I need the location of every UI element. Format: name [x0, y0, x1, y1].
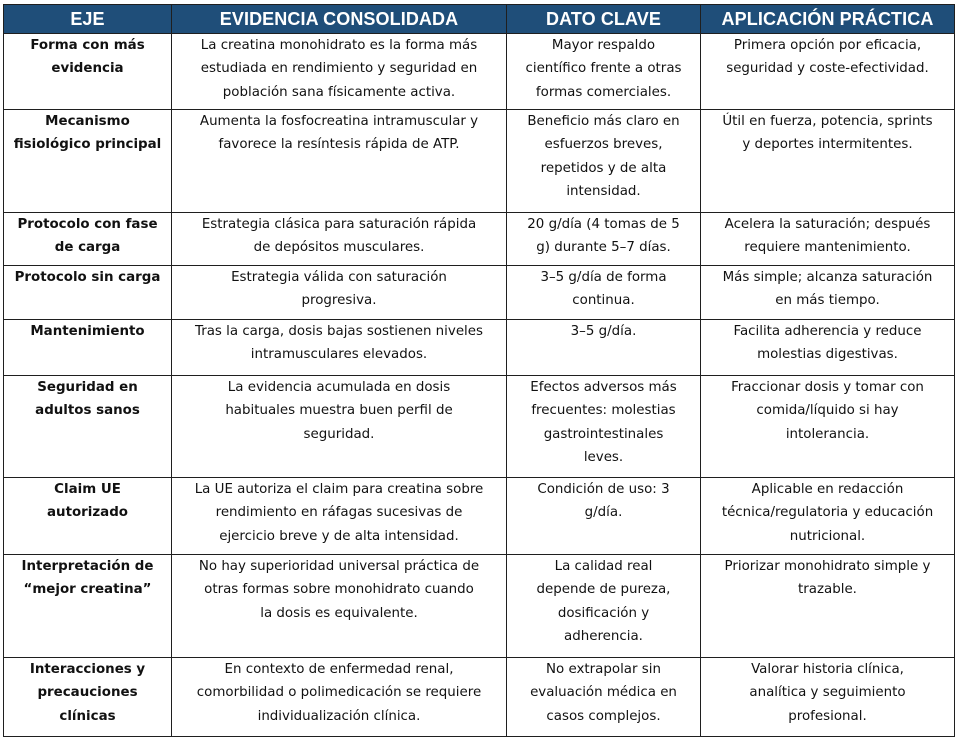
cell-text-line: Mayor respaldo [551, 38, 656, 53]
aplicacion-cell [701, 478, 955, 555]
cell-text-line: Estrategia clásica para saturación rápida [201, 217, 477, 232]
cell-text-line: “mejor creatina” [23, 582, 152, 598]
cell-text-line: molestias digestivas. [757, 347, 898, 363]
cell-text-line: Estrategia válida con saturación [231, 270, 447, 285]
table-row [4, 266, 955, 320]
cell-text-line: gastrointestinales [543, 426, 664, 442]
evidencia-cell [172, 478, 507, 555]
cell-text-line: autorizado [47, 505, 128, 521]
cell-text-line: La UE autoriza el claim para creatina sobre [194, 482, 484, 497]
cell-text-line: Aplicable en redacción [751, 482, 904, 497]
cell-text-line: comorbilidad o polimedicación se requiere [196, 685, 482, 701]
cell-text-line: trazable. [798, 582, 857, 598]
cell-text-line: Tras la carga, dosis bajas sostienen niveles [194, 324, 483, 339]
cell-text-line: La calidad real [554, 559, 653, 574]
cell-text-line: nutricional. [789, 528, 866, 544]
eje-cell [4, 478, 172, 555]
dato-clave-cell [507, 34, 701, 110]
eje-cell [4, 266, 172, 320]
aplicacion-cell [701, 34, 955, 110]
dato-clave-cell [507, 266, 701, 320]
table-row [4, 110, 955, 213]
evidencia-cell [172, 555, 507, 658]
evidencia-cell [172, 110, 507, 213]
dato-clave-cell [507, 213, 701, 266]
aplicacion-cell [701, 110, 955, 213]
cell-text-line: Beneficio más claro en [527, 114, 680, 129]
eje-cell [4, 376, 172, 478]
cell-text-line: dosificación y [557, 605, 650, 621]
cell-text-line: esfuerzos breves, [544, 137, 663, 153]
table-row [4, 478, 955, 555]
cell-text-line: evaluación médica en [530, 685, 677, 701]
cell-text-line: g) durante 5–7 días. [536, 240, 671, 256]
cell-text-line: Protocolo con fase [17, 217, 158, 232]
aplicacion-cell [701, 555, 955, 658]
cell-text-line: leves. [583, 450, 624, 466]
aplicacion-cell [701, 376, 955, 478]
cell-text-line: analítica y seguimiento [749, 685, 906, 701]
cell-text-line: favorece la resíntesis rápida de ATP. [218, 137, 460, 153]
dato-clave-cell [507, 110, 701, 213]
cell-text-line: intensidad. [566, 184, 641, 200]
cell-text-line: y deportes intermitentes. [742, 137, 913, 153]
cell-text-line: de depósitos musculares. [253, 240, 425, 256]
header-dato-clave: DATO CLAVE [507, 5, 701, 34]
cell-text-line: adultos sanos [35, 403, 140, 419]
cell-text-line: habituales muestra buen perfil de [225, 403, 453, 419]
cell-text-line: La creatina monohidrato es la forma más [200, 38, 478, 53]
cell-text-line: científico frente a otras [525, 61, 682, 77]
cell-text-line: Protocolo sin carga [14, 270, 161, 285]
eje-cell [4, 34, 172, 110]
header-aplicacion: APLICACIÓN PRÁCTICA [701, 5, 955, 34]
cell-text-line: continua. [572, 293, 635, 309]
table-row [4, 376, 955, 478]
table-row [4, 213, 955, 266]
cell-text-line: la dosis es equivalente. [260, 605, 418, 621]
dato-clave-cell [507, 658, 701, 737]
evidencia-cell [172, 213, 507, 266]
cell-text-line: fisiológico principal [13, 137, 162, 153]
table-row [4, 555, 955, 658]
cell-text-line: Seguridad en [37, 380, 138, 395]
evidencia-cell [172, 376, 507, 478]
cell-text-line: 3–5 g/día de forma [540, 270, 667, 285]
cell-text-line: Valorar historia clínica, [751, 662, 904, 677]
cell-text-line: Efectos adversos más [530, 380, 677, 395]
table-row [4, 658, 955, 737]
cell-text-line: seguridad y coste-efectividad. [726, 61, 929, 77]
cell-text-line: En contexto de enfermedad renal, [224, 662, 454, 677]
evidencia-cell [172, 658, 507, 737]
cell-text-line: progresiva. [301, 293, 377, 309]
cell-text-line: Aumenta la fosfocreatina intramuscular y [199, 114, 479, 129]
eje-cell [4, 320, 172, 376]
cell-text-line: frecuentes: molestias [531, 403, 676, 419]
dato-clave-cell [507, 376, 701, 478]
evidencia-cell [172, 34, 507, 110]
cell-text-line: 3–5 g/día. [570, 324, 637, 339]
cell-text-line: profesional. [788, 708, 867, 724]
table-row [4, 320, 955, 376]
cell-text-line: Mantenimiento [30, 324, 145, 339]
cell-text-line: requiere mantenimiento. [744, 240, 911, 256]
cell-text-line: intolerancia. [785, 426, 870, 442]
cell-text-line: Primera opción por eficacia, [733, 38, 922, 53]
header-eje: EJE [4, 5, 172, 34]
aplicacion-cell [701, 320, 955, 376]
cell-text-line: clínicas [59, 708, 116, 724]
cell-text-line: de carga [54, 240, 121, 256]
evidencia-cell [172, 266, 507, 320]
cell-text-line: intramusculares elevados. [250, 347, 428, 363]
cell-text-line: ejercicio breve y de alta intensidad. [219, 528, 459, 544]
cell-text-line: Interacciones y [29, 662, 146, 677]
cell-text-line: otras formas sobre monohidrato cuando [204, 582, 474, 598]
eje-cell [4, 658, 172, 737]
cell-text-line: repetidos y de alta [540, 160, 667, 176]
cell-text-line: Condición de uso: 3 [537, 482, 670, 497]
cell-text-line: La evidencia acumulada en dosis [227, 380, 451, 395]
cell-text-line: comida/líquido si hay [756, 403, 899, 419]
cell-text-line: Claim UE [54, 482, 121, 497]
eje-cell [4, 110, 172, 213]
cell-text-line: individualización clínica. [257, 708, 421, 724]
cell-text-line: No hay superioridad universal práctica de [198, 559, 480, 574]
creatine-evidence-table [3, 4, 955, 737]
table-row [4, 34, 955, 110]
cell-text-line: Fraccionar dosis y tomar con [731, 380, 924, 395]
cell-text-line: Acelera la saturación; después [724, 217, 931, 232]
cell-text-line: g/día. [584, 505, 623, 521]
cell-text-line: Forma con más [30, 38, 145, 53]
cell-text-line: Mecanismo [45, 114, 130, 129]
cell-text-line: 20 g/día (4 tomas de 5 [527, 217, 680, 232]
cell-text-line: seguridad. [303, 426, 375, 442]
evidencia-cell [172, 320, 507, 376]
aplicacion-cell [701, 213, 955, 266]
cell-text-line: población sana físicamente activa. [222, 84, 456, 100]
cell-text-line: Facilita adherencia y reduce [733, 324, 922, 339]
cell-text-line: evidencia [51, 61, 124, 77]
dato-clave-cell [507, 555, 701, 658]
cell-text-line: adherencia. [564, 629, 643, 645]
cell-text-line: formas comerciales. [535, 84, 672, 100]
dato-clave-cell [507, 478, 701, 555]
cell-text-line: Interpretación de [21, 559, 154, 574]
header-evidencia: EVIDENCIA CONSOLIDADA [172, 5, 507, 34]
cell-text-line: depende de pureza, [536, 582, 671, 598]
cell-text-line: Priorizar monohidrato simple y [724, 559, 931, 574]
cell-text-line: en más tiempo. [775, 293, 880, 309]
cell-text-line: estudiada en rendimiento y seguridad en [200, 61, 478, 77]
cell-text-line: No extrapolar sin [546, 662, 661, 677]
eje-cell [4, 555, 172, 658]
cell-text-line: precauciones [37, 685, 138, 701]
dato-clave-cell [507, 320, 701, 376]
cell-text-line: rendimiento en ráfagas sucesivas de [215, 505, 463, 521]
cell-text-line: casos complejos. [546, 708, 661, 724]
header-row [4, 5, 955, 34]
eje-cell [4, 213, 172, 266]
cell-text-line: Útil en fuerza, potencia, sprints [722, 114, 933, 129]
cell-text-line: Más simple; alcanza saturación [722, 270, 933, 285]
aplicacion-cell [701, 658, 955, 737]
aplicacion-cell [701, 266, 955, 320]
cell-text-line: técnica/regulatoria y educación [721, 505, 934, 521]
